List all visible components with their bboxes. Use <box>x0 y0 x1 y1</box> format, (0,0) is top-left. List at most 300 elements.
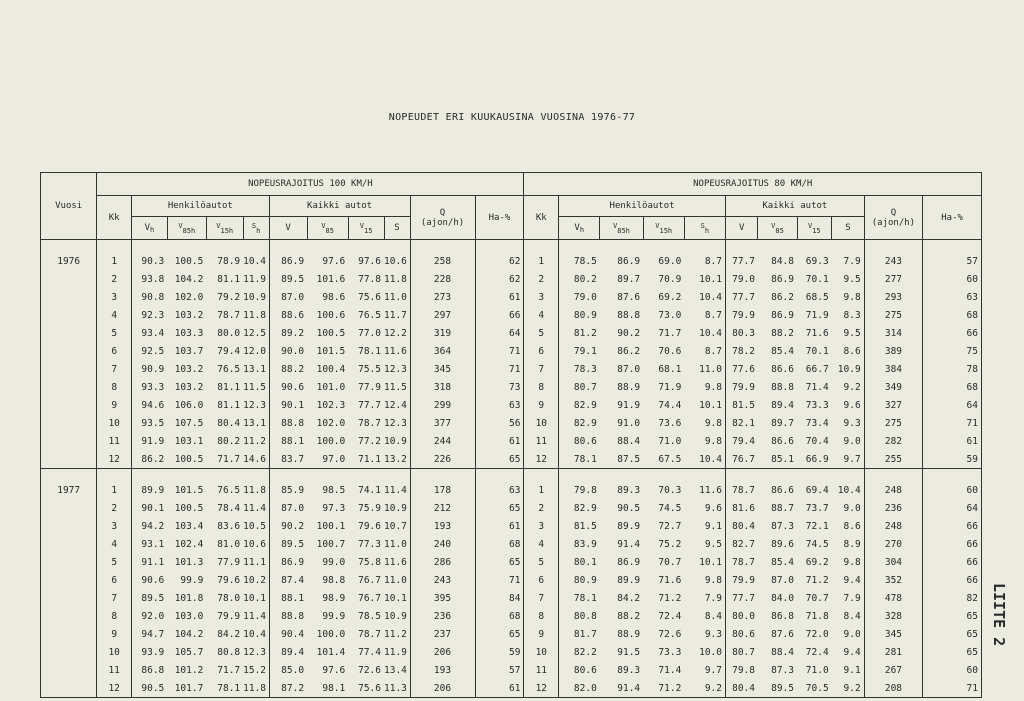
year-cell <box>41 535 97 553</box>
value-cell: 97.0 <box>322 453 346 465</box>
value-cell: 101.8 <box>174 592 204 604</box>
value-cell: 89.4 <box>771 399 794 411</box>
value-cell: 8.6 <box>843 345 861 357</box>
value-cell: 68.5 <box>805 291 829 303</box>
value-cell: 87.4 <box>269 571 307 589</box>
value-cell: 91.9 <box>132 432 168 450</box>
kk-cell: 4 <box>97 306 132 324</box>
value-cell: 87.3 <box>771 664 794 676</box>
value-cell: 81.2 <box>559 324 600 342</box>
value-cell: 75.9 <box>358 502 381 514</box>
value-cell: 9.6 <box>704 502 722 514</box>
table-row <box>41 661 982 679</box>
value-cell: 9.3 <box>843 417 861 429</box>
kk-cell: 1 <box>524 252 559 270</box>
kk-cell: 4 <box>97 535 132 553</box>
page-title: NOPEUDET ERI KUUKAUSINA VUOSINA 1976-77 <box>388 112 636 123</box>
value-cell: 281 <box>864 643 923 661</box>
col-sh-80: $^S_h$ <box>684 217 725 240</box>
value-cell: 63 <box>475 481 524 499</box>
kk-cell: 8 <box>97 607 132 625</box>
value-cell: 80.4 <box>217 417 241 429</box>
value-cell: 77.7 <box>725 589 758 607</box>
value-cell: 377 <box>410 414 475 432</box>
col-s-80: S <box>832 217 865 240</box>
kk-cell: 5 <box>97 553 132 571</box>
value-cell: 89.6 <box>771 538 794 550</box>
value-cell: 77.6 <box>725 360 758 378</box>
table-row <box>41 553 982 571</box>
value-cell: 93.1 <box>132 535 168 553</box>
value-cell: 299 <box>410 396 475 414</box>
value-cell: 11.6 <box>699 484 722 496</box>
value-cell: 9.5 <box>843 273 861 285</box>
value-cell: 7.9 <box>843 592 861 604</box>
value-cell: 67.5 <box>658 453 682 465</box>
value-cell: 9.8 <box>704 574 722 586</box>
value-cell: 90.8 <box>132 288 168 306</box>
value-cell: 89.5 <box>269 270 307 288</box>
value-cell: 102.0 <box>174 291 204 303</box>
value-cell: 77.2 <box>358 435 381 447</box>
value-cell: 66 <box>923 553 982 571</box>
value-cell: 99.0 <box>322 556 346 568</box>
value-cell: 79.8 <box>725 661 758 679</box>
value-cell: 60 <box>923 270 982 288</box>
value-cell: 90.5 <box>617 502 641 514</box>
value-cell: 226 <box>410 450 475 469</box>
value-cell: 61 <box>475 288 524 306</box>
year-cell <box>41 360 97 378</box>
kk-cell: 10 <box>524 643 559 661</box>
value-cell: 71.7 <box>217 664 241 676</box>
year-cell <box>41 679 97 698</box>
value-cell: 13.1 <box>243 363 267 375</box>
value-cell: 389 <box>864 342 923 360</box>
kk-cell: 10 <box>524 414 559 432</box>
value-cell: 10.5 <box>243 520 267 532</box>
value-cell: 71 <box>475 360 524 378</box>
value-cell: 72.6 <box>658 628 682 640</box>
value-cell: 11.6 <box>384 556 407 568</box>
value-cell: 88.7 <box>771 502 794 514</box>
value-cell: 103.7 <box>174 345 204 357</box>
value-cell: 69.2 <box>658 291 682 303</box>
value-cell: 89.5 <box>758 679 797 698</box>
kk-cell: 6 <box>524 342 559 360</box>
value-cell: 102.0 <box>316 417 346 429</box>
value-cell: 78.7 <box>358 417 381 429</box>
value-cell: 10.4 <box>699 291 722 303</box>
value-cell: 90.9 <box>132 360 168 378</box>
table-row <box>41 643 982 661</box>
value-cell: 65 <box>923 625 982 643</box>
value-cell: 92.5 <box>132 342 168 360</box>
value-cell: 79.6 <box>358 520 381 532</box>
value-cell: 73 <box>475 378 524 396</box>
value-cell: 86.9 <box>269 553 307 571</box>
value-cell: 8.7 <box>704 309 722 321</box>
value-cell: 80.9 <box>559 571 600 589</box>
year-cell <box>41 288 97 306</box>
value-cell: 68 <box>923 306 982 324</box>
value-cell: 80.8 <box>559 607 600 625</box>
value-cell: 79.4 <box>217 345 241 357</box>
value-cell: 91.0 <box>617 417 641 429</box>
value-cell: 12.3 <box>243 646 267 658</box>
value-cell: 82.0 <box>559 679 600 698</box>
group-100-header: NOPEUSRAJOITUS 100 KM/H <box>97 173 524 196</box>
value-cell: 86.2 <box>771 291 794 303</box>
value-cell: 85.4 <box>771 345 794 357</box>
value-cell: 10.9 <box>837 363 861 375</box>
value-cell: 85.4 <box>771 556 794 568</box>
value-cell: 81.5 <box>559 517 600 535</box>
value-cell: 80.7 <box>725 643 758 661</box>
value-cell: 78.2 <box>725 342 758 360</box>
value-cell: 12.5 <box>243 327 267 339</box>
value-cell: 79.1 <box>559 342 600 360</box>
value-cell: 103.4 <box>174 520 204 532</box>
value-cell: 286 <box>410 553 475 571</box>
value-cell: 99.9 <box>322 610 346 622</box>
value-cell: 78.5 <box>358 610 381 622</box>
year-cell <box>41 643 97 661</box>
value-cell: 90.6 <box>269 378 307 396</box>
value-cell: 90.1 <box>132 499 168 517</box>
value-cell: 244 <box>410 432 475 450</box>
value-cell: 81.7 <box>559 625 600 643</box>
value-cell: 243 <box>410 571 475 589</box>
value-cell: 73.3 <box>658 646 682 658</box>
kk-cell: 3 <box>524 288 559 306</box>
value-cell: 75.2 <box>658 538 682 550</box>
value-cell: 81.1 <box>217 399 241 411</box>
value-cell: 93.4 <box>132 324 168 342</box>
value-cell: 63 <box>475 396 524 414</box>
col-v85-80: $^V_{85}$ <box>758 217 797 240</box>
value-cell: 208 <box>864 679 923 698</box>
value-cell: 98.1 <box>307 679 348 698</box>
value-cell: 9.0 <box>843 628 861 640</box>
value-cell: 395 <box>410 589 475 607</box>
value-cell: 82.2 <box>559 643 600 661</box>
value-cell: 65 <box>923 643 982 661</box>
value-cell: 80.6 <box>725 625 758 643</box>
value-cell: 65 <box>475 553 524 571</box>
value-cell: 66.7 <box>805 363 829 375</box>
value-cell: 236 <box>864 499 923 517</box>
value-cell: 77.0 <box>358 327 381 339</box>
value-cell: 101.2 <box>174 664 204 676</box>
value-cell: 62 <box>475 270 524 288</box>
year-cell <box>41 270 97 288</box>
value-cell: 88.8 <box>269 607 307 625</box>
value-cell: 86.6 <box>771 363 794 375</box>
table-row <box>41 607 982 625</box>
year-cell <box>41 661 97 679</box>
kk-cell: 6 <box>524 571 559 589</box>
value-cell: 10.4 <box>837 484 861 496</box>
value-cell: 70.7 <box>805 592 829 604</box>
value-cell: 100.6 <box>316 309 346 321</box>
value-cell: 104.2 <box>174 628 204 640</box>
value-cell: 10.4 <box>243 255 267 267</box>
value-cell: 89.3 <box>617 484 641 496</box>
value-cell: 66.9 <box>805 453 829 465</box>
table-row <box>41 589 982 607</box>
value-cell: 384 <box>864 360 923 378</box>
value-cell: 60 <box>923 661 982 679</box>
value-cell: 90.4 <box>269 625 307 643</box>
value-cell: 100.5 <box>316 327 346 339</box>
value-cell: 70.6 <box>658 345 682 357</box>
table-row <box>41 414 982 432</box>
col-kk-80: Kk <box>524 196 559 240</box>
value-cell: 97.6 <box>322 255 346 267</box>
value-cell: 8.7 <box>704 345 722 357</box>
value-cell: 71.2 <box>658 592 682 604</box>
year-cell <box>41 342 97 360</box>
value-cell: 80.0 <box>725 607 758 625</box>
value-cell: 82 <box>923 589 982 607</box>
kk-cell: 5 <box>524 324 559 342</box>
value-cell: 81.1 <box>217 381 241 393</box>
value-cell: 103.3 <box>174 327 204 339</box>
value-cell: 86.9 <box>771 309 794 321</box>
value-cell: 9.5 <box>704 538 722 550</box>
value-cell: 100.1 <box>316 520 346 532</box>
value-cell: 90.1 <box>269 396 307 414</box>
year-cell: 1976 <box>41 252 97 270</box>
henkiloautot-header-100: Henkilöautot <box>132 196 270 217</box>
value-cell: 10.9 <box>243 291 267 303</box>
table-row <box>41 571 982 589</box>
value-cell: 11.0 <box>384 538 407 550</box>
value-cell: 318 <box>410 378 475 396</box>
value-cell: 66 <box>923 535 982 553</box>
value-cell: 87.2 <box>269 679 307 698</box>
value-cell: 236 <box>410 607 475 625</box>
kk-cell: 8 <box>524 607 559 625</box>
value-cell: 10.6 <box>384 255 407 267</box>
value-cell: 71.7 <box>217 453 241 465</box>
value-cell: 77.7 <box>725 252 758 270</box>
value-cell: 86.9 <box>771 273 794 285</box>
col-q-80: Q (ajon/h) <box>864 196 923 240</box>
kk-cell: 12 <box>524 679 559 698</box>
value-cell: 10.9 <box>384 435 407 447</box>
kk-cell: 6 <box>97 571 132 589</box>
value-cell: 98.8 <box>322 574 346 586</box>
kk-cell: 9 <box>524 396 559 414</box>
value-cell: 9.7 <box>704 664 722 676</box>
value-cell: 71.2 <box>805 574 829 586</box>
value-cell: 71.7 <box>658 327 682 339</box>
value-cell: 89.7 <box>617 273 641 285</box>
value-cell: 66 <box>923 324 982 342</box>
col-v15-80: $^V_{15}$ <box>797 217 832 240</box>
kk-cell: 10 <box>97 414 132 432</box>
value-cell: 9.2 <box>684 679 725 698</box>
value-cell: 103.2 <box>174 363 204 375</box>
value-cell: 75.5 <box>358 363 381 375</box>
value-cell: 11.5 <box>243 381 267 393</box>
value-cell: 86.8 <box>771 610 794 622</box>
value-cell: 258 <box>410 252 475 270</box>
value-cell: 71.9 <box>805 309 829 321</box>
value-cell: 101.3 <box>174 556 204 568</box>
value-cell: 87.6 <box>771 628 794 640</box>
value-cell: 101.5 <box>316 345 346 357</box>
value-cell: 103.2 <box>174 381 204 393</box>
value-cell: 87.3 <box>771 520 794 532</box>
value-cell: 71.6 <box>805 327 829 339</box>
value-cell: 81.6 <box>725 499 758 517</box>
kk-cell: 11 <box>524 661 559 679</box>
value-cell: 9.8 <box>704 381 722 393</box>
value-cell: 71.0 <box>805 664 829 676</box>
value-cell: 85.1 <box>771 453 794 465</box>
col-ha-80: Ha-% <box>923 196 982 240</box>
value-cell: 267 <box>864 661 923 679</box>
kk-cell: 11 <box>524 432 559 450</box>
value-cell: 77.7 <box>725 288 758 306</box>
value-cell: 93.8 <box>132 270 168 288</box>
value-cell: 193 <box>410 517 475 535</box>
value-cell: 56 <box>475 414 524 432</box>
value-cell: 81.0 <box>217 538 241 550</box>
year-cell <box>41 625 97 643</box>
value-cell: 65 <box>475 450 524 469</box>
table-header <box>41 173 982 240</box>
value-cell: 275 <box>864 414 923 432</box>
value-cell: 91.4 <box>600 679 643 698</box>
value-cell: 248 <box>864 481 923 499</box>
value-cell: 11.7 <box>384 309 407 321</box>
value-cell: 212 <box>410 499 475 517</box>
kk-cell: 7 <box>524 360 559 378</box>
value-cell: 89.5 <box>269 535 307 553</box>
year-cell <box>41 499 97 517</box>
value-cell: 86.9 <box>269 252 307 270</box>
value-cell: 66 <box>475 306 524 324</box>
value-cell: 89.9 <box>132 481 168 499</box>
value-cell: 71.1 <box>358 453 381 465</box>
value-cell: 10.1 <box>384 592 407 604</box>
value-cell: 71 <box>475 571 524 589</box>
value-cell: 90.6 <box>132 571 168 589</box>
value-cell: 71.4 <box>805 381 829 393</box>
value-cell: 9.4 <box>843 646 861 658</box>
value-cell: 63 <box>923 288 982 306</box>
kk-cell: 10 <box>97 643 132 661</box>
value-cell: 57 <box>923 252 982 270</box>
col-v85h-100: $^V_{85h}$ <box>167 217 206 240</box>
value-cell: 90.2 <box>269 517 307 535</box>
value-cell: 73.4 <box>805 417 829 429</box>
value-cell: 94.7 <box>132 625 168 643</box>
value-cell: 89.3 <box>617 664 641 676</box>
col-vh-100: $V_h$ <box>132 217 168 240</box>
year-cell <box>41 517 97 535</box>
value-cell: 77.3 <box>358 538 381 550</box>
value-cell: 64 <box>923 499 982 517</box>
value-cell: 88.2 <box>269 360 307 378</box>
value-cell: 11.2 <box>243 435 267 447</box>
value-cell: 9.8 <box>704 435 722 447</box>
value-cell: 61 <box>923 432 982 450</box>
value-cell: 8.7 <box>704 255 722 267</box>
value-cell: 275 <box>864 306 923 324</box>
value-cell: 71.8 <box>805 610 829 622</box>
kk-cell: 2 <box>524 499 559 517</box>
value-cell: 72.1 <box>805 520 829 532</box>
value-cell: 100.5 <box>174 453 204 465</box>
year-cell: 1977 <box>41 481 97 499</box>
year-cell <box>41 378 97 396</box>
value-cell: 78.4 <box>217 502 241 514</box>
value-cell: 78.7 <box>217 309 241 321</box>
value-cell: 10.9 <box>384 610 407 622</box>
year-cell <box>41 571 97 589</box>
value-cell: 71.4 <box>658 664 682 676</box>
value-cell: 293 <box>864 288 923 306</box>
table-row <box>41 324 982 342</box>
value-cell: 88.8 <box>269 414 307 432</box>
value-cell: 71.6 <box>658 574 682 586</box>
value-cell: 11.1 <box>243 556 267 568</box>
value-cell: 87.0 <box>269 288 307 306</box>
value-cell: 10.1 <box>243 592 267 604</box>
value-cell: 64 <box>923 396 982 414</box>
col-v85-100: $^V_{85}$ <box>307 217 348 240</box>
value-cell: 94.6 <box>132 396 168 414</box>
value-cell: 87.0 <box>771 574 794 586</box>
value-cell: 59 <box>923 450 982 469</box>
year-cell <box>41 306 97 324</box>
value-cell: 82.9 <box>559 396 600 414</box>
value-cell: 78.7 <box>358 628 381 640</box>
value-cell: 80.4 <box>725 517 758 535</box>
kk-cell: 12 <box>97 450 132 469</box>
value-cell: 80.9 <box>559 306 600 324</box>
value-cell: 11.4 <box>243 610 267 622</box>
value-cell: 11.0 <box>384 291 407 303</box>
value-cell: 102.3 <box>316 399 346 411</box>
value-cell: 9.6 <box>843 399 861 411</box>
spacer-row <box>41 240 982 253</box>
col-kk-100: Kk <box>97 196 132 240</box>
value-cell: 9.4 <box>843 574 861 586</box>
value-cell: 85.9 <box>269 481 307 499</box>
value-cell: 80.4 <box>725 679 758 698</box>
value-cell: 13.4 <box>384 664 407 676</box>
value-cell: 79.9 <box>725 306 758 324</box>
table-row <box>41 270 982 288</box>
value-cell: 9.0 <box>843 502 861 514</box>
value-cell: 66 <box>923 517 982 535</box>
value-cell: 75 <box>923 342 982 360</box>
value-cell: 76.7 <box>358 592 381 604</box>
kk-cell: 2 <box>97 499 132 517</box>
value-cell: 84.8 <box>771 255 794 267</box>
value-cell: 478 <box>864 589 923 607</box>
spacer-row <box>41 469 982 482</box>
value-cell: 79.8 <box>559 481 600 499</box>
value-cell: 228 <box>410 270 475 288</box>
value-cell: 94.2 <box>132 517 168 535</box>
